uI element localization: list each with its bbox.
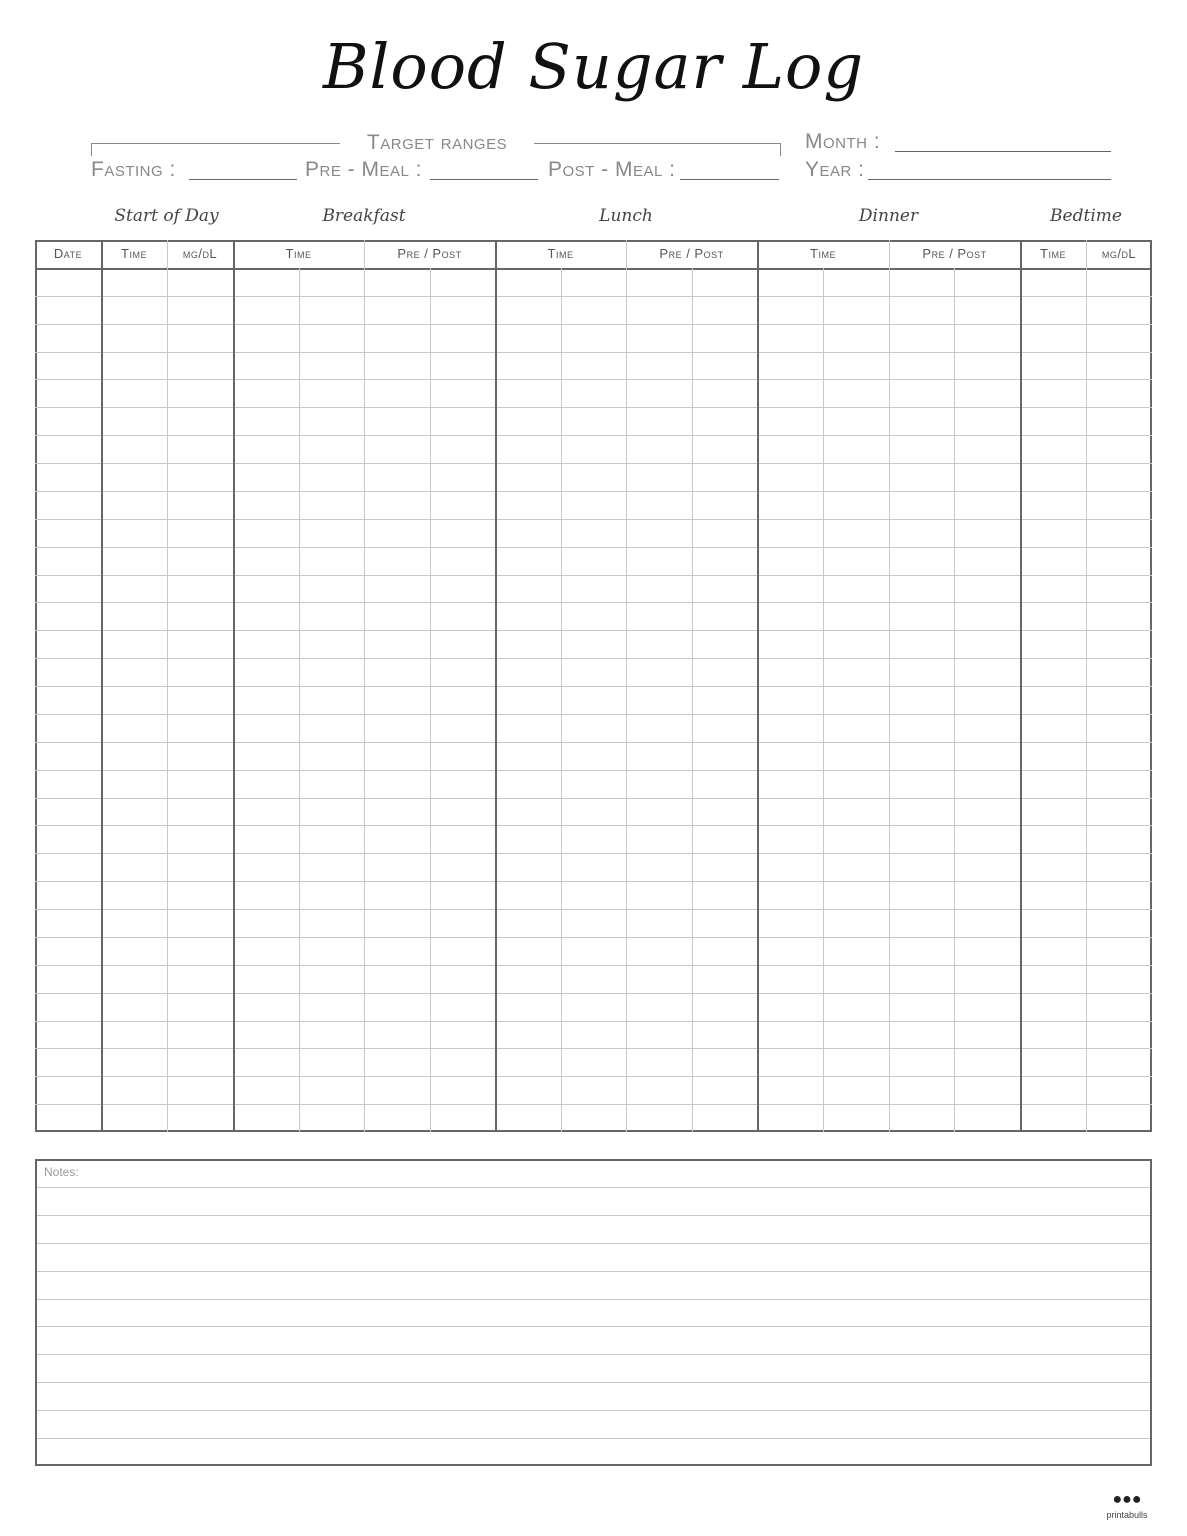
header-bedtime-mgdl: mg/dL xyxy=(1101,246,1137,261)
section-start-of-day: Start of Day xyxy=(114,206,219,226)
notes-label: Notes: xyxy=(44,1165,79,1179)
row-divider xyxy=(35,881,1152,882)
row-divider xyxy=(35,742,1152,743)
row-divider xyxy=(35,324,1152,325)
notes-line xyxy=(37,1215,1150,1216)
column-divider xyxy=(692,268,693,1132)
header-lunch-prepost: Pre / Post xyxy=(659,246,724,261)
row-divider xyxy=(35,825,1152,826)
post-meal-label: Post - Meal : xyxy=(548,158,676,181)
header-dinner-time: Time xyxy=(810,246,836,261)
section-dinner: Dinner xyxy=(858,206,919,226)
header-start-mgdl: mg/dL xyxy=(182,246,218,261)
notes-box[interactable] xyxy=(35,1159,1152,1466)
year-field[interactable] xyxy=(868,179,1111,180)
header-divider xyxy=(35,268,1152,270)
row-divider xyxy=(35,630,1152,631)
row-divider xyxy=(35,686,1152,687)
row-divider xyxy=(35,352,1152,353)
year-label: Year : xyxy=(805,158,865,181)
column-divider xyxy=(954,268,955,1132)
section-divider xyxy=(757,240,759,1132)
row-divider xyxy=(35,407,1152,408)
section-divider xyxy=(1020,240,1022,1132)
header-start-time: Time xyxy=(121,246,147,261)
row-divider xyxy=(35,937,1152,938)
row-divider xyxy=(35,602,1152,603)
column-divider xyxy=(1086,240,1087,1132)
column-divider xyxy=(364,240,365,1132)
notes-line xyxy=(37,1326,1150,1327)
row-divider xyxy=(35,658,1152,659)
section-breakfast: Breakfast xyxy=(322,206,406,226)
target-ranges-label: Target ranges xyxy=(340,131,534,155)
row-divider xyxy=(35,296,1152,297)
row-divider xyxy=(35,1076,1152,1077)
row-divider xyxy=(35,435,1152,436)
column-divider xyxy=(299,268,300,1132)
column-divider xyxy=(167,240,168,1132)
brand-name: printabulls xyxy=(1106,1510,1148,1520)
header-bedtime-time: Time xyxy=(1040,246,1066,261)
month-label: Month : xyxy=(805,130,881,153)
row-divider xyxy=(35,575,1152,576)
header-dinner-prepost: Pre / Post xyxy=(922,246,987,261)
section-divider xyxy=(495,240,497,1132)
section-divider xyxy=(101,240,103,1132)
column-divider xyxy=(823,268,824,1132)
row-divider xyxy=(35,770,1152,771)
notes-line xyxy=(37,1410,1150,1411)
header-date: Date xyxy=(53,246,83,261)
month-field[interactable] xyxy=(895,151,1111,152)
row-divider xyxy=(35,965,1152,966)
row-divider xyxy=(35,909,1152,910)
brand xyxy=(1096,1490,1158,1520)
notes-line xyxy=(37,1299,1150,1300)
section-divider xyxy=(233,240,235,1132)
notes-line xyxy=(37,1354,1150,1355)
header-lunch-time: Time xyxy=(547,246,574,261)
row-divider xyxy=(35,798,1152,799)
row-divider xyxy=(35,1048,1152,1049)
fasting-field[interactable] xyxy=(189,179,297,180)
notes-line xyxy=(37,1271,1150,1272)
row-divider xyxy=(35,519,1152,520)
notes-line xyxy=(37,1187,1150,1188)
row-divider xyxy=(35,547,1152,548)
column-divider xyxy=(561,268,562,1132)
row-divider xyxy=(35,993,1152,994)
bull-heads-logo-icon: ●●● xyxy=(1112,1491,1142,1508)
row-divider xyxy=(35,491,1152,492)
notes-line xyxy=(37,1382,1150,1383)
column-divider xyxy=(430,268,431,1132)
header-breakfast-time: Time xyxy=(285,246,312,261)
section-bedtime: Bedtime xyxy=(1050,206,1122,226)
row-divider xyxy=(35,1104,1152,1105)
row-divider xyxy=(35,714,1152,715)
header-breakfast-prepost: Pre / Post xyxy=(397,246,462,261)
row-divider xyxy=(35,1021,1152,1022)
pre-meal-label: Pre - Meal : xyxy=(305,158,423,181)
row-divider xyxy=(35,379,1152,380)
post-meal-field[interactable] xyxy=(680,179,779,180)
column-divider xyxy=(626,240,627,1132)
row-divider xyxy=(35,853,1152,854)
notes-line xyxy=(37,1243,1150,1244)
column-divider xyxy=(889,240,890,1132)
notes-line xyxy=(37,1438,1150,1439)
section-lunch: Lunch xyxy=(599,206,653,226)
fasting-label: Fasting : xyxy=(91,158,176,181)
page-title: Blood Sugar Log xyxy=(322,30,865,103)
row-divider xyxy=(35,463,1152,464)
pre-meal-field[interactable] xyxy=(430,179,538,180)
